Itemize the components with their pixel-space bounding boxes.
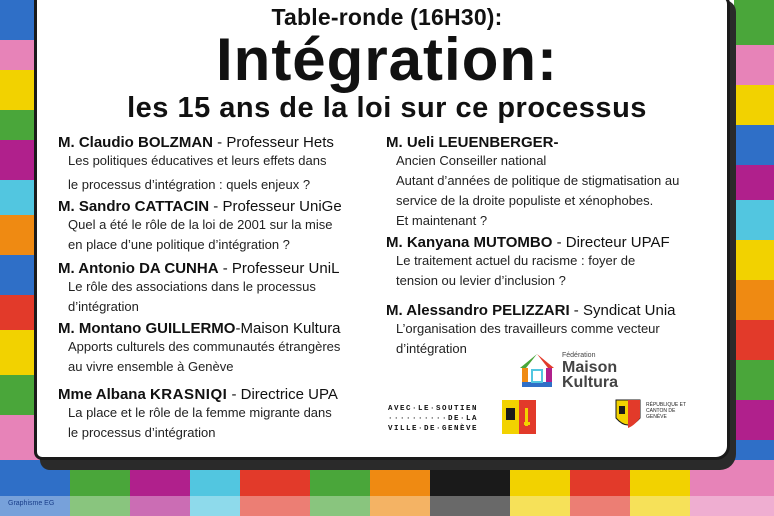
speaker-leuenberger: [386, 134, 679, 231]
speaker-role: - Syndicat Unia: [569, 302, 676, 319]
speaker-role: - Professeur Hets: [212, 134, 334, 151]
topic-line: Le traitement actuel du racisme : foyer de: [396, 253, 636, 268]
speaker-name: M. Claudio BOLZMAN: [58, 134, 213, 151]
topic-line: Apports culturels des communautés étrangères: [68, 339, 341, 354]
speaker-cattacin: [58, 198, 342, 255]
speaker-role: - Professeur UniGe: [209, 198, 342, 215]
speaker-pelizzari: [386, 302, 676, 359]
speaker-name: M. Ueli LEUENBERGER-: [386, 134, 559, 151]
speaker-role: - Directrice UPA: [227, 386, 338, 403]
republique-label: RÉPUBLIQUE ET CANTON DE GENÈVE: [646, 402, 686, 420]
speaker-name: Mme Albana: [58, 386, 150, 403]
topic-line: service de la droite populiste et xénophobes.: [396, 193, 654, 208]
speaker-surname: KRASNIQI: [149, 386, 228, 403]
topic-line: d’intégration: [396, 341, 467, 356]
topic-line: L’organisation des travailleurs comme vecteur: [396, 321, 660, 336]
speaker-name: M. Sandro CATTACIN: [58, 198, 210, 215]
topic-line: le processus d’intégration : quels enjeux ?: [68, 177, 311, 192]
topic-line: au vivre ensemble à Genève: [68, 359, 234, 374]
topic-line: Autant d’années de politique de stigmatisation au: [396, 173, 680, 188]
speaker-bolzman: [58, 134, 334, 195]
speaker-name: M. Kanyana MUTOMBO: [386, 234, 553, 251]
topic-line: d’intégration: [68, 299, 139, 314]
topic-line: tension ou levier d’inclusion ?: [396, 273, 566, 288]
speaker-krasniqi: [58, 386, 338, 443]
topic-line: Les politiques éducatives et leurs effets dans: [68, 153, 327, 168]
event-time-heading: Table-ronde (16H30):: [271, 4, 503, 30]
speaker-role: - Professeur UniL: [218, 260, 340, 277]
graphic-credit: Graphisme EG: [8, 500, 55, 507]
topic-line: en place d’une politique d’intégration ?: [68, 237, 290, 252]
speaker-name: M. Antonio DA CUNHA: [58, 260, 219, 277]
subtitle: les 15 ans de la loi sur ce processus: [127, 92, 647, 124]
canton-geneve-shield-icon: [614, 398, 642, 432]
speaker-dacunha: [58, 260, 339, 317]
topic-line: Quel a été le rôle de la loi de 2001 sur la mise: [68, 217, 333, 232]
speaker-name: M. Montano GUILLERMO: [58, 320, 236, 337]
topic-line: La place et le rôle de la femme migrante dans: [68, 405, 332, 420]
main-title: Intégration:: [216, 26, 558, 93]
maison-label: Maison: [562, 359, 618, 376]
topic-line: Ancien Conseiller national: [396, 153, 547, 168]
kultura-label: Kultura: [562, 374, 618, 391]
house-icon: [518, 352, 556, 390]
ville-geneve-support: AVEC·LE·SOUTIEN ··········DE·LA VILLE·DE·GENÈVE: [388, 405, 479, 433]
speaker-role: - Directeur UPAF: [552, 234, 670, 251]
speaker-role: -Maison Kultura: [235, 320, 341, 337]
geneva-coat-of-arms-icon: [502, 400, 538, 434]
federation-label: Fédération: [562, 352, 596, 359]
speaker-mutombo: [386, 234, 670, 291]
speaker-name: M. Alessandro PELIZZARI: [386, 302, 570, 319]
topic-line: le processus d’intégration: [68, 425, 216, 440]
speaker-guillermo: [58, 320, 341, 377]
topic-line: Et maintenant ?: [396, 213, 488, 228]
topic-line: Le rôle des associations dans le processus: [68, 279, 316, 294]
maison-kultura-logo: [518, 352, 638, 392]
